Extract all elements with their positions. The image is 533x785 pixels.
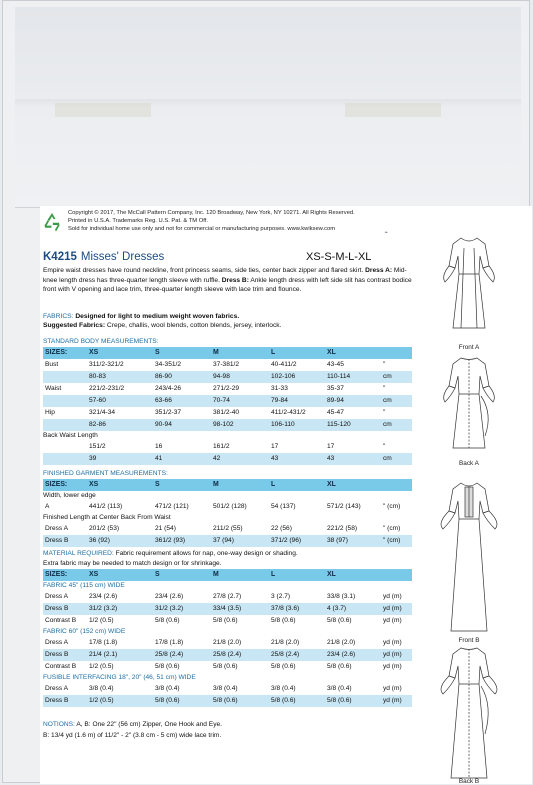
table-cell: 5/8 (0.6)	[271, 617, 296, 624]
table-cell: 381/2-40	[213, 409, 240, 416]
table-row	[43, 395, 412, 407]
pattern-number: K4215	[43, 251, 77, 263]
notions-line: A, B: One 22" (56 cm) Zipper, One Hook and Eye.	[76, 721, 222, 728]
notions-label: NOTIONS:	[43, 721, 75, 728]
table-cell: 22 (56)	[271, 525, 292, 532]
table-cell: 21/8 (2.0)	[327, 639, 356, 646]
notions-section	[43, 719, 222, 741]
column-header: XS	[89, 481, 99, 488]
table-cell: 40-411/2	[271, 361, 297, 368]
column-header: L	[271, 481, 276, 488]
fabrics-designed: Designed for light to medium weight woven fabrics.	[75, 313, 240, 320]
table-cell: 17/8 (1.8)	[89, 639, 118, 646]
row-label: Dress B	[45, 651, 69, 658]
table-cell: 5/8 (0.6)	[155, 663, 180, 670]
table-cell: 106-110	[271, 421, 295, 428]
table-row	[43, 603, 412, 615]
table-cell: 5/8 (0.6)	[213, 663, 238, 670]
column-header: XS	[89, 349, 99, 356]
column-header: L	[271, 349, 276, 356]
unit-cell: cm	[383, 397, 392, 404]
table-cell: 311/2-321/2	[89, 361, 124, 368]
table-cell: 371/2 (96)	[271, 537, 302, 544]
table-cell: 571/2 (143)	[327, 503, 361, 510]
table-note: FABRIC 45" (115 cm) WIDE	[43, 582, 125, 589]
unit-cell: " (cm)	[383, 503, 401, 510]
back-a-figure	[444, 358, 495, 448]
figure-label: Front A	[458, 344, 480, 351]
column-header: S	[155, 349, 160, 356]
material-label: MATERIAL REQUIRED:	[43, 550, 114, 557]
unit-cell: "	[383, 385, 386, 392]
tape-mark	[345, 103, 441, 117]
table-row	[43, 441, 412, 453]
envelope-flap	[15, 7, 521, 208]
recycle-icon	[40, 210, 64, 234]
table-cell: 31/2 (3.2)	[155, 605, 184, 612]
garment-illustrations	[423, 236, 515, 784]
pattern-description	[43, 266, 413, 295]
stamp-mark: ⌁	[384, 230, 388, 236]
table-row	[43, 359, 412, 371]
table-cell: 63-66	[155, 397, 172, 404]
column-header: XL	[327, 481, 336, 488]
dress-a-label: Dress A:	[365, 267, 393, 274]
table-cell: 38 (97)	[327, 537, 348, 544]
dress-a-description: Mid-knee length dress has three-quarter length sleeve with ruffle.	[43, 267, 407, 284]
row-label: Dress B	[45, 537, 69, 544]
unit-cell: yd (m)	[383, 617, 402, 624]
table-cell: 3/8 (0.4)	[213, 685, 238, 692]
column-header: SIZES:	[45, 571, 68, 578]
unit-cell: yd (m)	[383, 605, 402, 612]
copyright-line: Copyright © 2017, The McCall Pattern Company, Inc. 120 Broadway, New York, NY 10271. All Rights Reserved.	[68, 210, 355, 216]
table-cell: 5/8 (0.6)	[327, 697, 352, 704]
table-cell: 31-33	[271, 385, 288, 392]
table-cell: 21/4 (2.1)	[89, 651, 118, 658]
table-cell: 3 (2.7)	[271, 593, 291, 600]
table-cell: 221/2 (58)	[327, 525, 358, 532]
table-cell: 16	[155, 443, 163, 450]
table-row	[43, 637, 412, 649]
table-cell: 98-102	[213, 421, 234, 428]
column-header: S	[155, 481, 160, 488]
table-cell: 34-351/2	[155, 361, 182, 368]
table-cell: 17	[271, 443, 279, 450]
table-cell: 115-120	[327, 421, 351, 428]
pattern-back-panel	[40, 206, 532, 784]
table-cell: 82-86	[89, 421, 106, 428]
table-cell: 23/4 (2.6)	[89, 593, 118, 600]
table-cell: 41	[155, 455, 163, 462]
fabrics-section	[43, 312, 413, 330]
row-label: Dress A	[45, 639, 69, 646]
table-header	[43, 347, 412, 359]
material-note: Fabric requirement allows for nap, one-way design or shading.	[115, 550, 298, 557]
unit-cell: yd (m)	[383, 663, 402, 670]
back-b-figure	[441, 648, 497, 778]
table-cell: 31/2 (3.2)	[89, 605, 118, 612]
table-cell: 5/8 (0.6)	[327, 663, 352, 670]
row-label: Dress A	[45, 593, 69, 600]
table-cell: 5/8 (0.6)	[155, 617, 180, 624]
table-cell: 5/8 (0.6)	[155, 697, 180, 704]
table-row	[43, 419, 412, 431]
table-cell: 501/2 (128)	[213, 503, 247, 510]
dress-b-description: Ankle length dress with left side slit has contrast bodice front with V opening and lace trim, three-quarter length sleeve with lace trim and flounce.	[43, 276, 412, 294]
column-header: M	[213, 349, 219, 356]
table-cell: 3/8 (0.4)	[155, 685, 180, 692]
table-cell: 86-90	[155, 373, 172, 380]
table-cell: 1/2 (0.5)	[89, 663, 114, 670]
suggested-fabrics-label: Suggested Fabrics:	[43, 322, 106, 330]
front-a-figure	[444, 238, 495, 328]
table-cell: 5/8 (0.6)	[271, 663, 296, 670]
row-label: Contrast B	[45, 617, 77, 624]
column-header: XS	[89, 571, 99, 578]
row-label: Bust	[45, 361, 59, 368]
table-row	[43, 591, 412, 603]
pattern-name: Misses' Dresses	[80, 251, 165, 263]
table-cell: 3/8 (0.4)	[89, 685, 114, 692]
table-cell: 42	[213, 455, 221, 462]
tape-mark	[55, 103, 151, 117]
table-row	[43, 383, 412, 395]
row-label: Hip	[45, 409, 55, 416]
table-cell: 79-84	[271, 397, 288, 404]
table-cell: 4 (3.7)	[327, 605, 347, 612]
table-cell: 43	[271, 455, 279, 462]
table-cell: 243/4-26	[155, 385, 182, 392]
notions-line: B: 13/4 yd (1.6 m) of 11/2" - 2" (3.8 cm - 5 cm) wide lace trim.	[43, 732, 222, 739]
description-intro: Empire waist dresses have round neckline, front princess seams, side ties, center back zipper and flared skirt.	[43, 267, 364, 274]
unit-cell: yd (m)	[383, 593, 402, 600]
column-header: XL	[327, 349, 336, 356]
table-cell: 361/2 (93)	[155, 537, 186, 544]
row-label: A	[45, 503, 50, 510]
column-header: SIZES:	[45, 481, 68, 488]
table-cell: 37-381/2	[213, 361, 240, 368]
table-row	[43, 649, 412, 661]
table-cell: 3/8 (0.4)	[327, 685, 352, 692]
table-cell: 5/8 (0.6)	[213, 697, 238, 704]
table-cell: 351/2-37	[155, 409, 182, 416]
table-cell: 25/8 (2.4)	[271, 651, 300, 658]
column-header: SIZES:	[45, 349, 68, 356]
unit-cell: cm	[383, 421, 392, 428]
unit-cell: yd (m)	[383, 685, 402, 692]
table-cell: 25/8 (2.4)	[213, 651, 242, 658]
table-cell: 5/8 (0.6)	[271, 697, 296, 704]
table-cell: 441/2 (113)	[89, 503, 123, 510]
table-cell: 94-98	[213, 373, 230, 380]
unit-cell: "	[383, 409, 386, 416]
table-note: FUSIBLE INTERFACING 18", 20" (46, 51 cm) WIDE	[43, 674, 196, 681]
table-cell: 411/2-431/2	[271, 409, 306, 416]
table-cell: 271/2-29	[213, 385, 240, 392]
table-cell: 37/8 (3.6)	[271, 605, 300, 612]
table-cell: 43-45	[327, 361, 344, 368]
section-title: STANDARD BODY MEASUREMENTS:	[43, 338, 159, 345]
unit-cell: yd (m)	[383, 651, 402, 658]
table-cell: 5/8 (0.6)	[327, 617, 352, 624]
figure-label: Back B	[458, 778, 480, 785]
table-note: Width, lower edge	[43, 492, 96, 499]
table-cell: 39	[89, 455, 97, 462]
column-header: XL	[327, 571, 336, 578]
table-cell: 33/4 (3.5)	[213, 605, 242, 612]
unit-cell: yd (m)	[383, 639, 402, 646]
table-cell: 221/2-231/2	[89, 385, 125, 392]
table-cell: 57-60	[89, 397, 106, 404]
unit-cell: "	[383, 361, 386, 368]
table-note: Extra fabric may be needed to match design or for shrinkage.	[43, 560, 222, 567]
column-header: M	[213, 481, 219, 488]
row-label: Dress A	[45, 525, 69, 532]
unit-cell: cm	[383, 455, 392, 462]
figure-label: Front B	[458, 637, 480, 644]
table-cell: 89-94	[327, 397, 344, 404]
usage-line: Sold for individual home use only and not for commercial or manufacturing purposes. www.kwiksew.com	[68, 225, 336, 232]
table-row	[43, 661, 412, 673]
table-cell: 23/4 (2.6)	[155, 593, 184, 600]
table-row	[43, 371, 412, 383]
table-cell: 36 (92)	[89, 537, 110, 544]
table-cell: 21 (54)	[155, 525, 176, 532]
table-row	[43, 453, 412, 465]
unit-cell: " (cm)	[383, 525, 401, 532]
figure-label: Back A	[459, 460, 479, 467]
table-cell: 23/4 (2.6)	[327, 651, 356, 658]
table-row	[43, 523, 412, 535]
copyright-notice	[68, 210, 448, 233]
dress-b-label: Dress B:	[221, 276, 249, 284]
row-label: Dress B	[45, 697, 69, 704]
row-label: Dress B	[45, 605, 69, 612]
row-label: Waist	[45, 385, 62, 392]
table-cell: 45-47	[327, 409, 344, 416]
printed-line: Printed in U.S.A. Trademarks Reg. U.S. Pat. & TM Off.	[68, 217, 208, 224]
table-note: Back Waist Length	[43, 432, 98, 439]
table-cell: 17/8 (1.8)	[155, 639, 184, 646]
table-row	[43, 501, 412, 513]
table-cell: 321/4-34	[89, 409, 116, 416]
table-cell: 110-114	[327, 373, 351, 380]
table-cell: 54 (137)	[271, 503, 296, 510]
table-row	[43, 683, 412, 695]
table-cell: 27/8 (2.7)	[213, 593, 242, 600]
unit-cell: " (cm)	[383, 537, 401, 544]
size-range: XS-S-M-L-XL	[306, 251, 372, 263]
row-label: Dress A	[45, 685, 69, 692]
table-cell: 43	[327, 455, 335, 462]
unit-cell: yd (m)	[383, 697, 402, 704]
row-label: Contrast B	[45, 663, 77, 670]
table-note: FABRIC 60" (152 cm) WIDE	[43, 628, 126, 635]
table-cell: 33/8 (3.1)	[327, 593, 356, 600]
table-cell: 1/2 (0.5)	[89, 617, 114, 624]
table-cell: 80-83	[89, 373, 106, 380]
unit-cell: "	[383, 443, 386, 450]
table-cell: 25/8 (2.4)	[155, 651, 184, 658]
table-cell: 5/8 (0.6)	[213, 617, 238, 624]
material-required	[43, 549, 298, 559]
suggested-fabrics: Crepe, challis, wool blends, cotton blends, jersey, interlock.	[106, 322, 282, 330]
table-cell: 21/8 (2.0)	[213, 639, 242, 646]
column-header: M	[213, 571, 219, 578]
table-cell: 1/2 (0.5)	[89, 697, 114, 704]
table-header	[43, 569, 412, 581]
table-cell: 35-37	[327, 385, 344, 392]
table-row	[43, 695, 412, 707]
table-cell: 3/8 (0.4)	[271, 685, 296, 692]
pattern-header	[43, 251, 164, 263]
front-b-figure	[441, 483, 497, 631]
table-cell: 161/2	[213, 443, 230, 450]
table-row	[43, 535, 412, 547]
table-cell: 17	[327, 443, 335, 450]
column-header: S	[155, 571, 160, 578]
table-cell: 70-74	[213, 397, 230, 404]
table-cell: 211/2 (55)	[213, 525, 243, 532]
section-title: FINISHED GARMENT MEASUREMENTS:	[43, 470, 168, 477]
table-header	[43, 479, 412, 491]
table-row	[43, 615, 412, 627]
table-cell: 151/2	[89, 443, 106, 450]
table-note: Finished Length at Center Back From Waist	[43, 514, 171, 521]
table-cell: 90-94	[155, 421, 172, 428]
table-cell: 201/2 (53)	[89, 525, 120, 532]
table-cell: 21/8 (2.0)	[271, 639, 300, 646]
column-header: L	[271, 571, 276, 578]
table-cell: 37 (94)	[213, 537, 234, 544]
table-row	[43, 407, 412, 419]
table-cell: 102-106	[271, 373, 296, 380]
fabrics-label: FABRICS:	[43, 313, 74, 320]
unit-cell: cm	[383, 373, 392, 380]
table-cell: 471/2 (121)	[155, 503, 189, 510]
